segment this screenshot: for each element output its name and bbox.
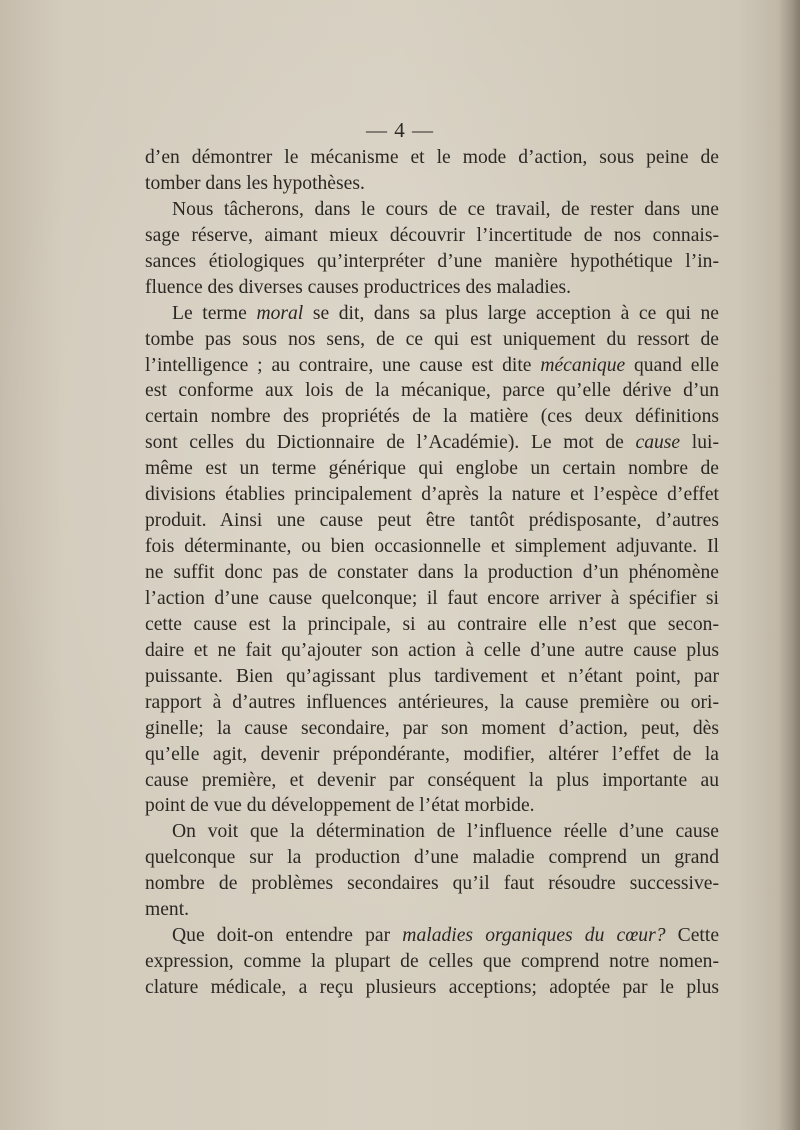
italic-term: cause — [635, 432, 681, 454]
text-fragment: quand elle — [625, 354, 719, 376]
text-line — [145, 430, 719, 456]
text-fragment: se dit, dans sa plus large acception à ce qui ne — [303, 302, 719, 324]
text-line: tomber dans les hypothèses. — [145, 172, 365, 194]
text-line: On voit que la détermination de l’influence réelle d’une cause — [172, 821, 719, 843]
text-line: rapport à d’autres influences antérieures, la cause première ou ori- — [145, 691, 719, 713]
text-line — [145, 301, 719, 327]
text-line: ne suffit donc pas de constater dans la production d’un phénomène — [145, 562, 719, 583]
text-line: clature médicale, a reçu plusieurs acceptions; adoptée par le plus — [145, 977, 719, 998]
text-line: ginelle; la cause secondaire, par son moment d’action, peut, dès — [145, 717, 719, 739]
text-line: l’action d’une cause quelconque; il faut encore arriver à spécifier si — [145, 587, 719, 609]
text-line: quelconque sur la production d’une maladie comprend un grand — [145, 847, 719, 869]
text-line: certain nombre des propriétés de la matière (ces deux définitions — [145, 406, 719, 428]
text-fragment: Que doit-on entendre par — [172, 925, 403, 947]
text-line: qu’elle agit, devenir prépondérante, modifier, altérer l’effet de la — [145, 743, 719, 765]
italic-term: maladies organiques du cœur? — [402, 925, 666, 947]
text-fragment: Cette — [665, 925, 720, 947]
text-line: d’en démontrer le mécanisme et le mode d’action, sous peine de — [145, 147, 719, 168]
page-number: — 4 — — [366, 118, 434, 142]
text-line: nombre de problèmes secondaires qu’il faut résoudre successive- — [145, 873, 719, 895]
text-line: Nous tâcherons, dans le cours de ce travail, de rester dans une — [172, 198, 719, 220]
text-line: divisions établies principalement d’après la nature et l’espèce d’effet — [145, 484, 719, 506]
text-line: fluence des diverses causes productrices des maladies. — [145, 276, 572, 298]
text-line — [145, 353, 719, 379]
text-line: produit. Ainsi une cause peut être tantôt prédisposante, d’autres — [145, 510, 719, 532]
text-fragment: lui- — [680, 432, 719, 454]
text-line: point de vue du développement de l’état morbide. — [145, 795, 535, 817]
text-line: puissante. Bien qu’agissant plus tardivement et n’étant point, par — [145, 665, 719, 687]
text-fragment: l’intelligence ; au contraire, une cause est dite — [145, 354, 541, 376]
italic-term: moral — [256, 302, 304, 324]
text-line: tombe pas sous nos sens, de ce qui est uniquement du ressort de — [145, 328, 719, 350]
text-line: sage réserve, aimant mieux découvrir l’incertitude de nos connais- — [145, 224, 719, 246]
text-line: est conforme aux lois de la mécanique, parce qu’elle dérive d’un — [145, 380, 719, 402]
text-line: cette cause est la principale, si au contraire elle n’est que secon- — [145, 613, 719, 635]
italic-term: mécanique — [540, 354, 626, 376]
page-edge-shadow — [778, 0, 800, 1130]
text-line: daire et ne fait qu’ajouter son action à celle d’une autre cause plus — [145, 639, 719, 661]
body-text — [145, 145, 719, 1001]
text-fragment: sont celles du Dictionnaire de l’Académie). Le mot de — [145, 432, 636, 454]
text-line — [145, 923, 719, 949]
text-line: cause première, et devenir par conséquent la plus importante au — [145, 769, 719, 791]
text-line: même est un terme générique qui englobe un certain nombre de — [145, 458, 719, 480]
text-fragment: Le terme — [172, 302, 257, 324]
text-line: sances étiologiques qu’interpréter d’une manière hypothétique l’in- — [145, 250, 719, 272]
text-line: fois déterminante, ou bien occasionnelle et simplement adjuvante. Il — [145, 536, 719, 558]
text-line: ment. — [145, 899, 190, 921]
text-line: expression, comme la plupart de celles que comprend notre nomen- — [145, 951, 719, 973]
